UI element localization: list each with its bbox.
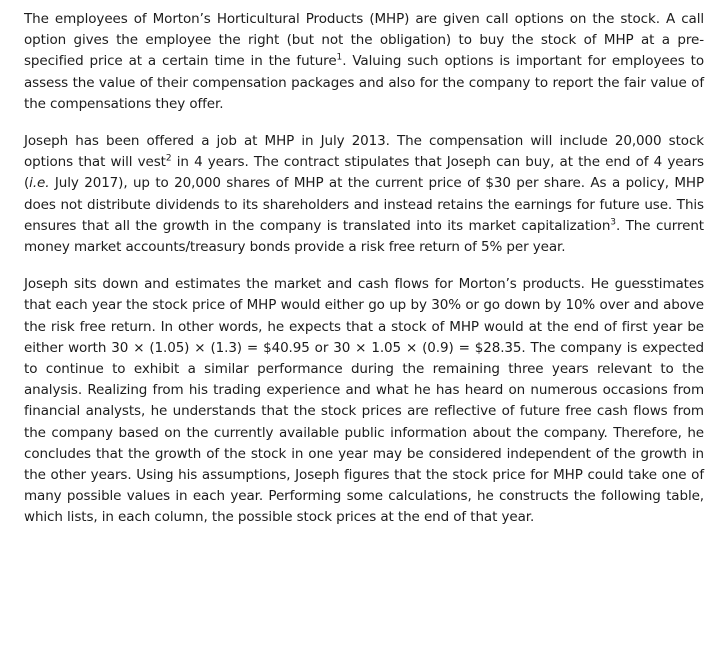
footnote-ref-2: 2 [165, 153, 172, 164]
paragraph-call-options [24, 9, 704, 115]
text-segment: in 4 years. The contract stipulates that Joseph can buy, at the end of 4 years ( [24, 154, 704, 192]
text-segment: . Valuing such options is important for employees to assess the value of their compensation packages and also for the company to report the fair value of the compensations they offer. [24, 53, 704, 112]
italic-ie: i.e. [29, 175, 50, 192]
footnote-ref-3: 3 [610, 217, 616, 228]
paragraph-stock-estimates [24, 274, 704, 528]
paragraph-joseph-offer [24, 131, 704, 258]
text-segment: Joseph sits down and estimates the market and cash flows for Morton’s products. He guesstimates that each year the stock price of MHP would either go up by 30% or go down by 10% over and above the risk free return. In other words, he expects that a stock of MHP would at the end of first year be either worth 30 × (1.05) × (1.3) = $40.95 or 30 × 1.05 × (0.9) = $28.35. The company is expected to continue to exhibit a similar performance during the remaining three years relevant to the analysis. Realizing from his trading experience and what he has heard on numerous occasions from financial analysts, he understands that the stock prices are reflective of future free cash flows from the company based on the currently available public information about the company. Therefore, he concludes that the growth of the stock in one year may be considered independent of the growth in the other years. Using his assumptions, Joseph figures that the stock price for MHP could take one of many possible values in each year. Performing some calculations, he constructs the following table, which lists, in each column, the possible stock prices at the end of that year. [24, 276, 704, 526]
text-segment: The employees of Morton’s Horticultural Products (MHP) are given call options on the stock. A call option gives the employee the right (but not the obligation) to buy the stock of MHP at a pre-specified price at a certain time in the future [24, 11, 704, 70]
document-body [24, 9, 704, 529]
footnote-ref-1: 1 [336, 52, 343, 63]
text-segment: Joseph has been offered a job at MHP in July 2013. The compensation will include 20,000 stock options that will vest [24, 133, 704, 171]
text-segment: . The current money market accounts/treasury bonds provide a risk free return of 5% per year. [24, 217, 704, 256]
text-segment: July 2017), up to 20,000 shares of MHP at the current price of $30 per share. As a policy, MHP does not distribute dividends to its shareholders and instead retains the earnings for future use. This ensures that all the growth in the company is translated into its market capitalization [24, 175, 704, 234]
